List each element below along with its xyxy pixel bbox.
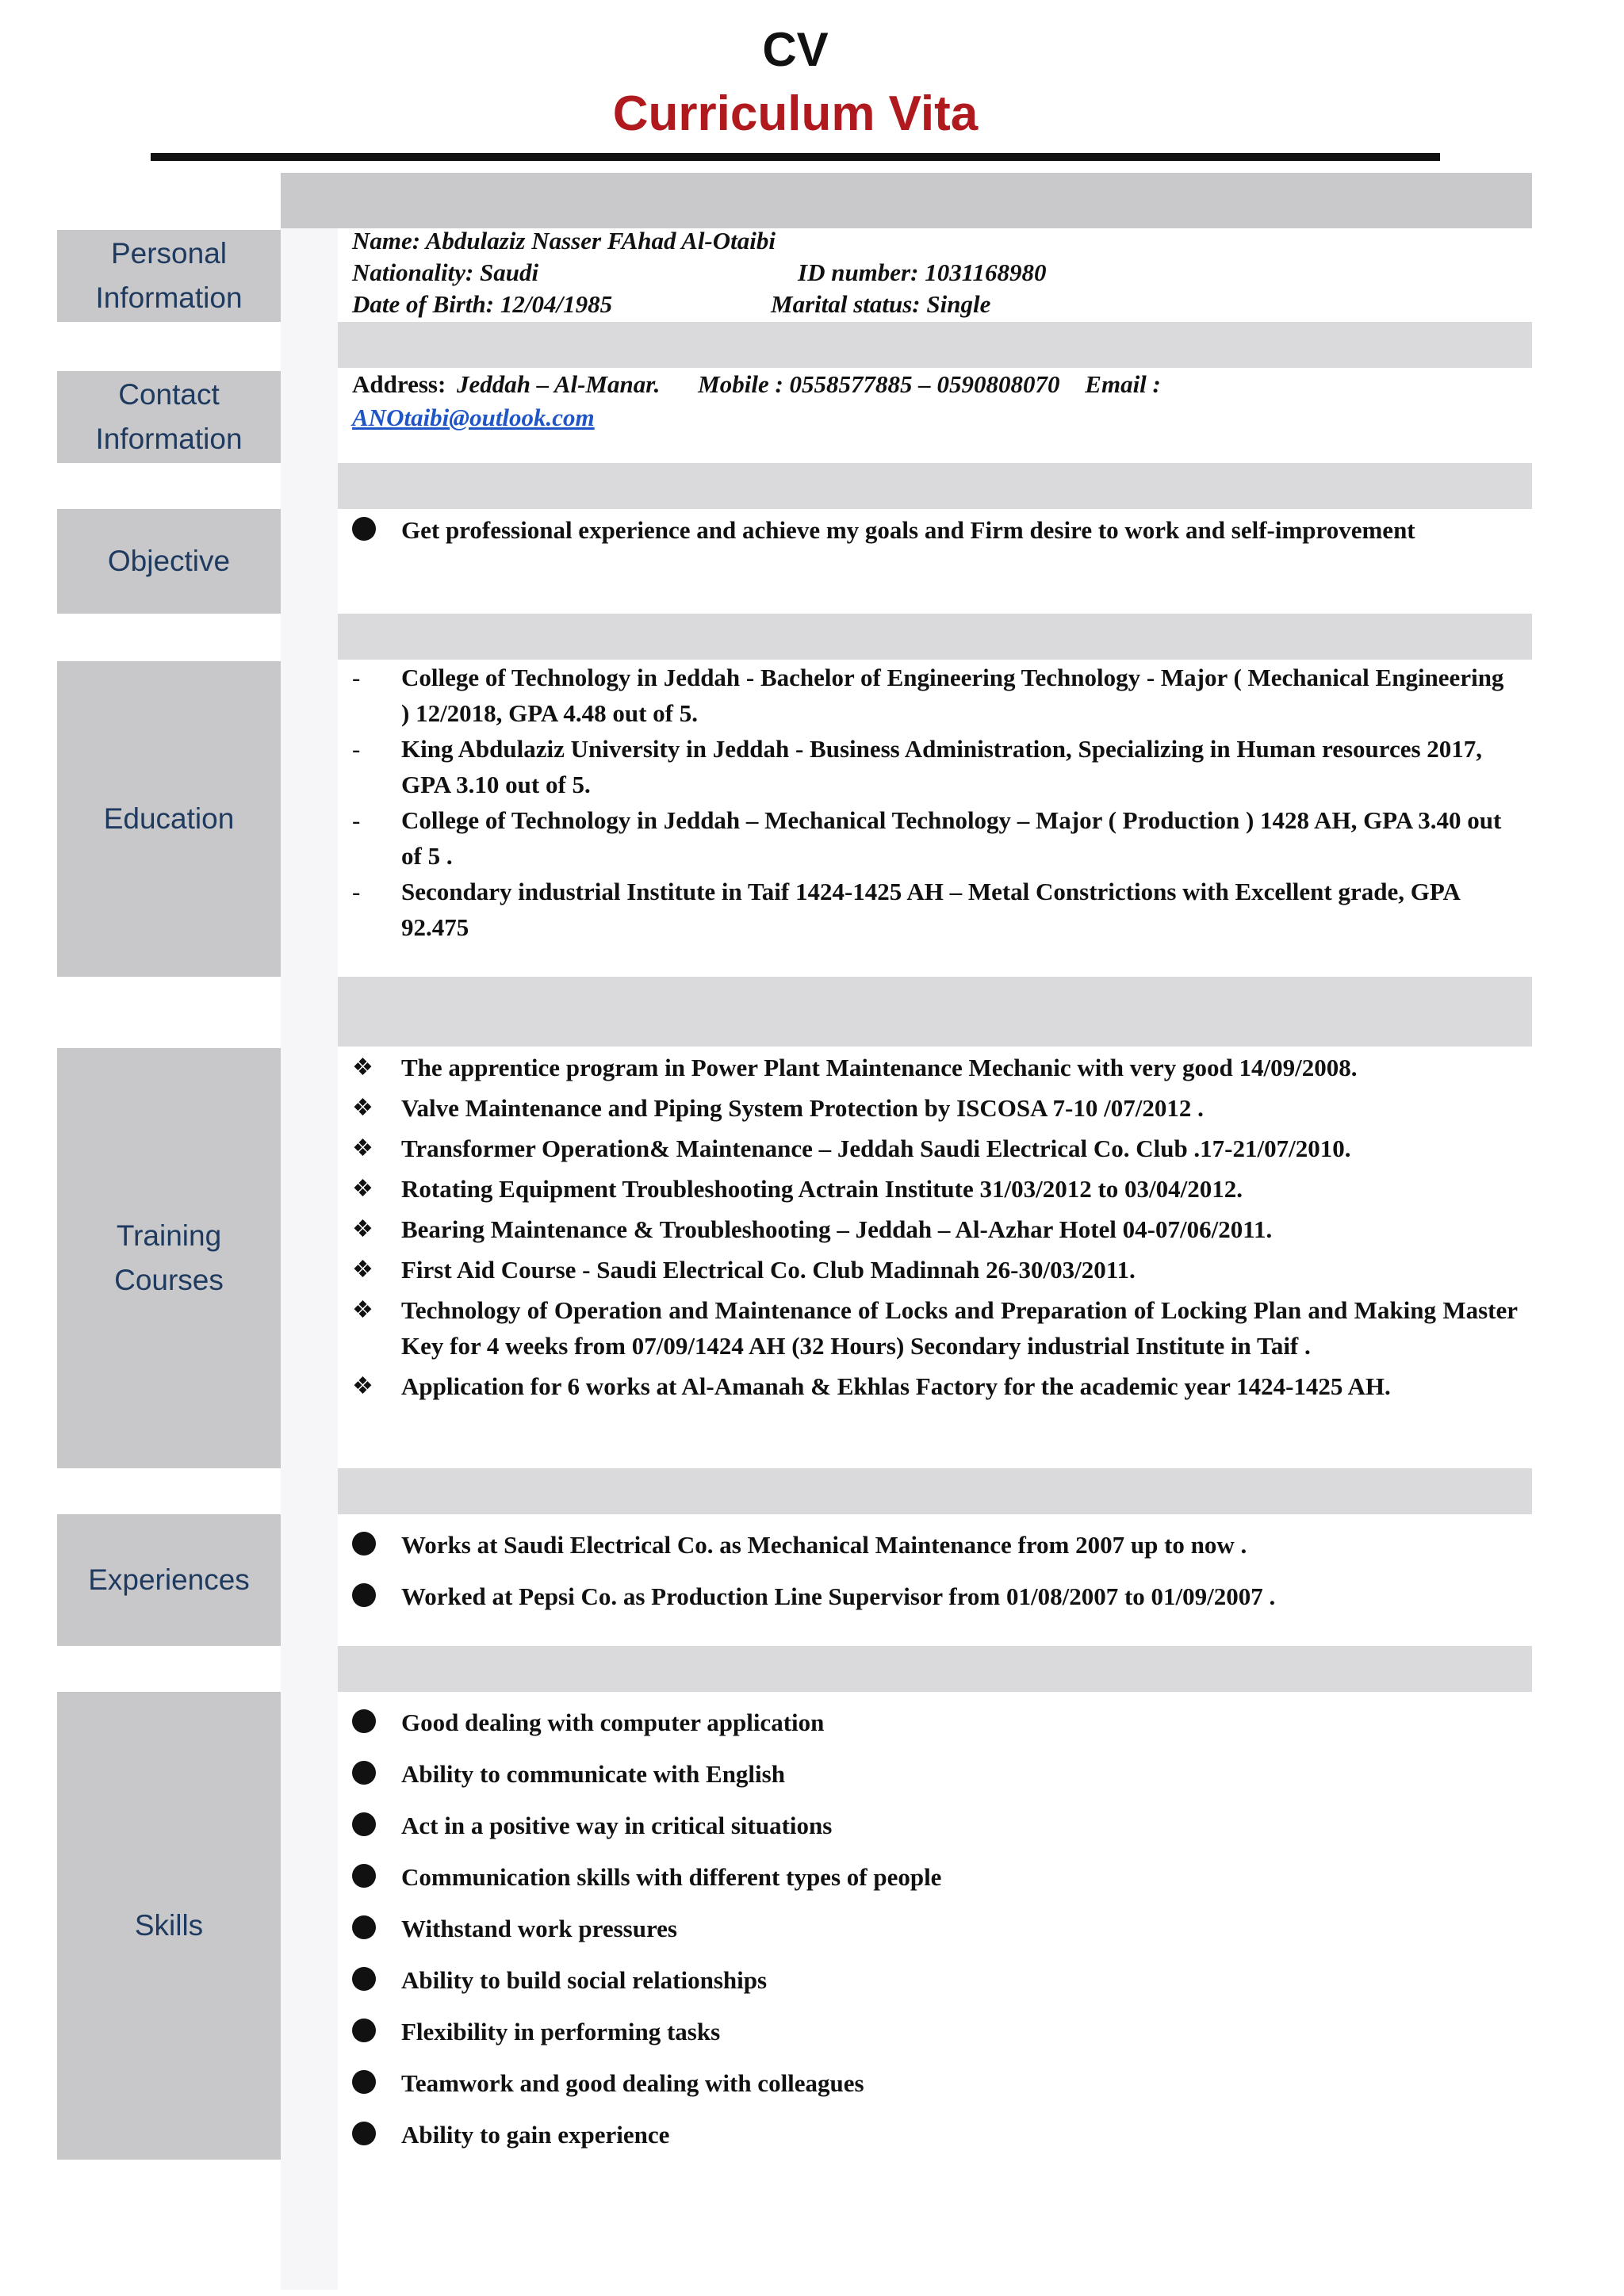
- list-item: [352, 1131, 1518, 1166]
- section-label-line: Experiences: [88, 1563, 250, 1596]
- section-label-line: Personal: [110, 237, 228, 270]
- left-gutter-strip: [281, 228, 338, 2290]
- training-text: Bearing Maintenance & Troubleshooting – Jeddah – Al-Azhar Hotel 04-07/06/2011.: [401, 1215, 1273, 1243]
- personal-nationality: Nationality: Saudi: [352, 258, 539, 286]
- skill-text: Ability to gain experience: [401, 2121, 670, 2149]
- list-item: [352, 1808, 1518, 1843]
- diamond-bullet-icon: ❖: [352, 1095, 373, 1121]
- list-item: [352, 2117, 1518, 2152]
- contact-info-block: [352, 368, 1518, 434]
- contact-email-label: Email :: [1085, 370, 1161, 398]
- list-item: [352, 1911, 1518, 1946]
- objective-text: Get professional experience and achieve my goals and Firm desire to work and self-improvement: [401, 516, 1415, 544]
- personal-dob: Date of Birth: 12/04/1985: [352, 290, 613, 318]
- skill-text: Flexibility in performing tasks: [401, 2018, 721, 2045]
- skills-list: [352, 1705, 1518, 2152]
- list-item: [352, 1368, 1518, 1404]
- section-divider-bar: [338, 322, 1532, 368]
- section-label-contact-information: [57, 371, 281, 463]
- section-label-objective: [57, 509, 281, 614]
- skill-text: Ability to communicate with English: [401, 1760, 785, 1788]
- section-label-experiences: [57, 1514, 281, 1646]
- education-list: [352, 660, 1518, 945]
- top-header-bar: [281, 173, 1532, 228]
- contact-mobile: Mobile : 0558577885 – 0590808070: [698, 370, 1060, 398]
- skill-text: Act in a positive way in critical situations: [401, 1812, 833, 1839]
- section-label-line: Education: [103, 802, 235, 835]
- list-item: [352, 1756, 1518, 1792]
- diamond-bullet-icon: ❖: [352, 1176, 373, 1202]
- bullet-dot-icon: [352, 2014, 392, 2052]
- list-item: [352, 1211, 1518, 1247]
- list-item: [352, 1171, 1518, 1207]
- education-text: College of Technology in Jeddah – Mechanical Technology – Major ( Production ) 1428 AH, GPA 3.40 out of 5 .: [401, 806, 1502, 870]
- section-label-personal-information: [57, 230, 281, 322]
- page-subtitle: Curriculum Vita: [612, 86, 979, 141]
- section-divider-bar: [338, 463, 1532, 509]
- bullet-dot-icon: [352, 1578, 392, 1617]
- diamond-bullet-icon: ❖: [352, 1054, 373, 1081]
- experiences-list: [352, 1527, 1518, 1614]
- section-divider-bar: [338, 1468, 1532, 1514]
- training-text: Technology of Operation and Maintenance of Locks and Preparation of Locking Plan and Making Master Key for 4 weeks from 07/09/1424 AH (32 Hours) Secondary industrial Institute in Taif .: [401, 1296, 1518, 1360]
- skill-text: Ability to build social relationships: [401, 1966, 768, 1994]
- header-divider: [151, 153, 1440, 161]
- personal-marital-status: Marital status: Single: [771, 290, 991, 318]
- section-label-line: Training: [116, 1219, 222, 1252]
- skill-text: Good dealing with computer application: [401, 1709, 825, 1736]
- skill-text: Teamwork and good dealing with colleagues: [401, 2069, 864, 2097]
- list-item: [352, 1527, 1518, 1563]
- skill-text: Communication skills with different types of people: [401, 1863, 942, 1891]
- list-item: [352, 874, 1518, 945]
- list-item: [352, 1705, 1518, 1740]
- section-label-line: Contact: [118, 378, 220, 411]
- diamond-bullet-icon: ❖: [352, 1216, 373, 1242]
- bullet-dot-icon: [352, 1808, 392, 1846]
- personal-info-block: [352, 225, 1518, 320]
- contact-email-link[interactable]: ANOtaibi@outlook.com: [352, 404, 595, 431]
- dash-bullet-icon: -: [352, 878, 361, 905]
- training-text: Transformer Operation& Maintenance – Jeddah Saudi Electrical Co. Club .17-21/07/2010.: [401, 1135, 1351, 1162]
- page-title: CV: [762, 23, 829, 76]
- bullet-dot-icon: [352, 1962, 392, 2000]
- training-text: First Aid Course - Saudi Electrical Co. Club Madinnah 26-30/03/2011.: [401, 1256, 1136, 1284]
- contact-address-label: Address:: [352, 370, 446, 398]
- bullet-dot-icon: [352, 1756, 392, 1794]
- training-text: Rotating Equipment Troubleshooting Actrain Institute 31/03/2012 to 03/04/2012.: [401, 1175, 1243, 1203]
- list-item: [352, 1292, 1518, 1364]
- personal-row: [352, 257, 1518, 289]
- section-divider-bar: [338, 977, 1532, 1047]
- diamond-bullet-icon: ❖: [352, 1257, 373, 1283]
- section-divider-bar: [338, 1646, 1532, 1692]
- education-text: College of Technology in Jeddah - Bachelor of Engineering Technology - Major ( Mechanical Engineering ) 12/2018, GPA 4.48 out of 5.: [401, 664, 1504, 727]
- section-label-line: Information: [95, 281, 243, 314]
- list-item: [352, 1252, 1518, 1288]
- section-label-line: Objective: [107, 545, 231, 577]
- list-item: [352, 1050, 1518, 1085]
- contact-address: Jeddah – Al-Manar.: [457, 370, 661, 398]
- training-text: Valve Maintenance and Piping System Protection by ISCOSA 7-10 /07/2012 .: [401, 1094, 1204, 1122]
- bullet-dot-icon: [352, 2065, 392, 2103]
- bullet-dot-icon: [352, 1911, 392, 1949]
- education-text: King Abdulaziz University in Jeddah - Business Administration, Specializing in Human resources 2017, GPA 3.10 out of 5.: [401, 735, 1483, 798]
- bullet-dot-icon: [352, 1859, 392, 1897]
- section-divider-bar: [338, 614, 1532, 660]
- list-item: [352, 1578, 1518, 1614]
- training-list: [352, 1050, 1518, 1404]
- list-item: [352, 660, 1518, 731]
- section-label-line: Information: [95, 423, 243, 455]
- personal-row: [352, 289, 1518, 320]
- list-item: [352, 2065, 1518, 2101]
- experience-text: Worked at Pepsi Co. as Production Line Supervisor from 01/08/2007 to 01/09/2007 .: [401, 1582, 1276, 1610]
- section-label-line: Skills: [134, 1909, 204, 1942]
- list-item: [352, 802, 1518, 874]
- bullet-dot-icon: [352, 2117, 392, 2155]
- section-label-skills: [57, 1692, 281, 2160]
- list-item: [352, 2014, 1518, 2049]
- section-label-training-courses: [57, 1048, 281, 1468]
- personal-id-number: ID number: 1031168980: [798, 258, 1047, 286]
- training-text: The apprentice program in Power Plant Maintenance Mechanic with very good 14/09/2008.: [401, 1054, 1358, 1081]
- section-label-line: Courses: [114, 1264, 224, 1296]
- personal-name: Name: Abdulaziz Nasser FAhad Al-Otaibi: [352, 227, 776, 254]
- list-item: [352, 1090, 1518, 1126]
- section-label-education: [57, 661, 281, 977]
- dash-bullet-icon: -: [352, 735, 361, 763]
- education-text: Secondary industrial Institute in Taif 1424-1425 AH – Metal Constrictions with Excellent grade, GPA 92.475: [401, 878, 1460, 941]
- training-text: Application for 6 works at Al-Amanah & Ekhlas Factory for the academic year 1424-1425 AH.: [401, 1372, 1391, 1400]
- experience-text: Works at Saudi Electrical Co. as Mechanical Maintenance from 2007 up to now .: [401, 1531, 1247, 1559]
- list-item: [352, 731, 1518, 802]
- objective-list: [352, 512, 1518, 548]
- bullet-dot-icon: [352, 512, 392, 550]
- list-item: [352, 1962, 1518, 1998]
- skill-text: Withstand work pressures: [401, 1915, 677, 1942]
- dash-bullet-icon: -: [352, 806, 361, 834]
- diamond-bullet-icon: ❖: [352, 1297, 373, 1323]
- bullet-dot-icon: [352, 1705, 392, 1743]
- bullet-dot-icon: [352, 1527, 392, 1565]
- diamond-bullet-icon: ❖: [352, 1135, 373, 1161]
- diamond-bullet-icon: ❖: [352, 1373, 373, 1399]
- list-item: [352, 1859, 1518, 1895]
- dash-bullet-icon: -: [352, 664, 361, 691]
- list-item: [352, 512, 1518, 548]
